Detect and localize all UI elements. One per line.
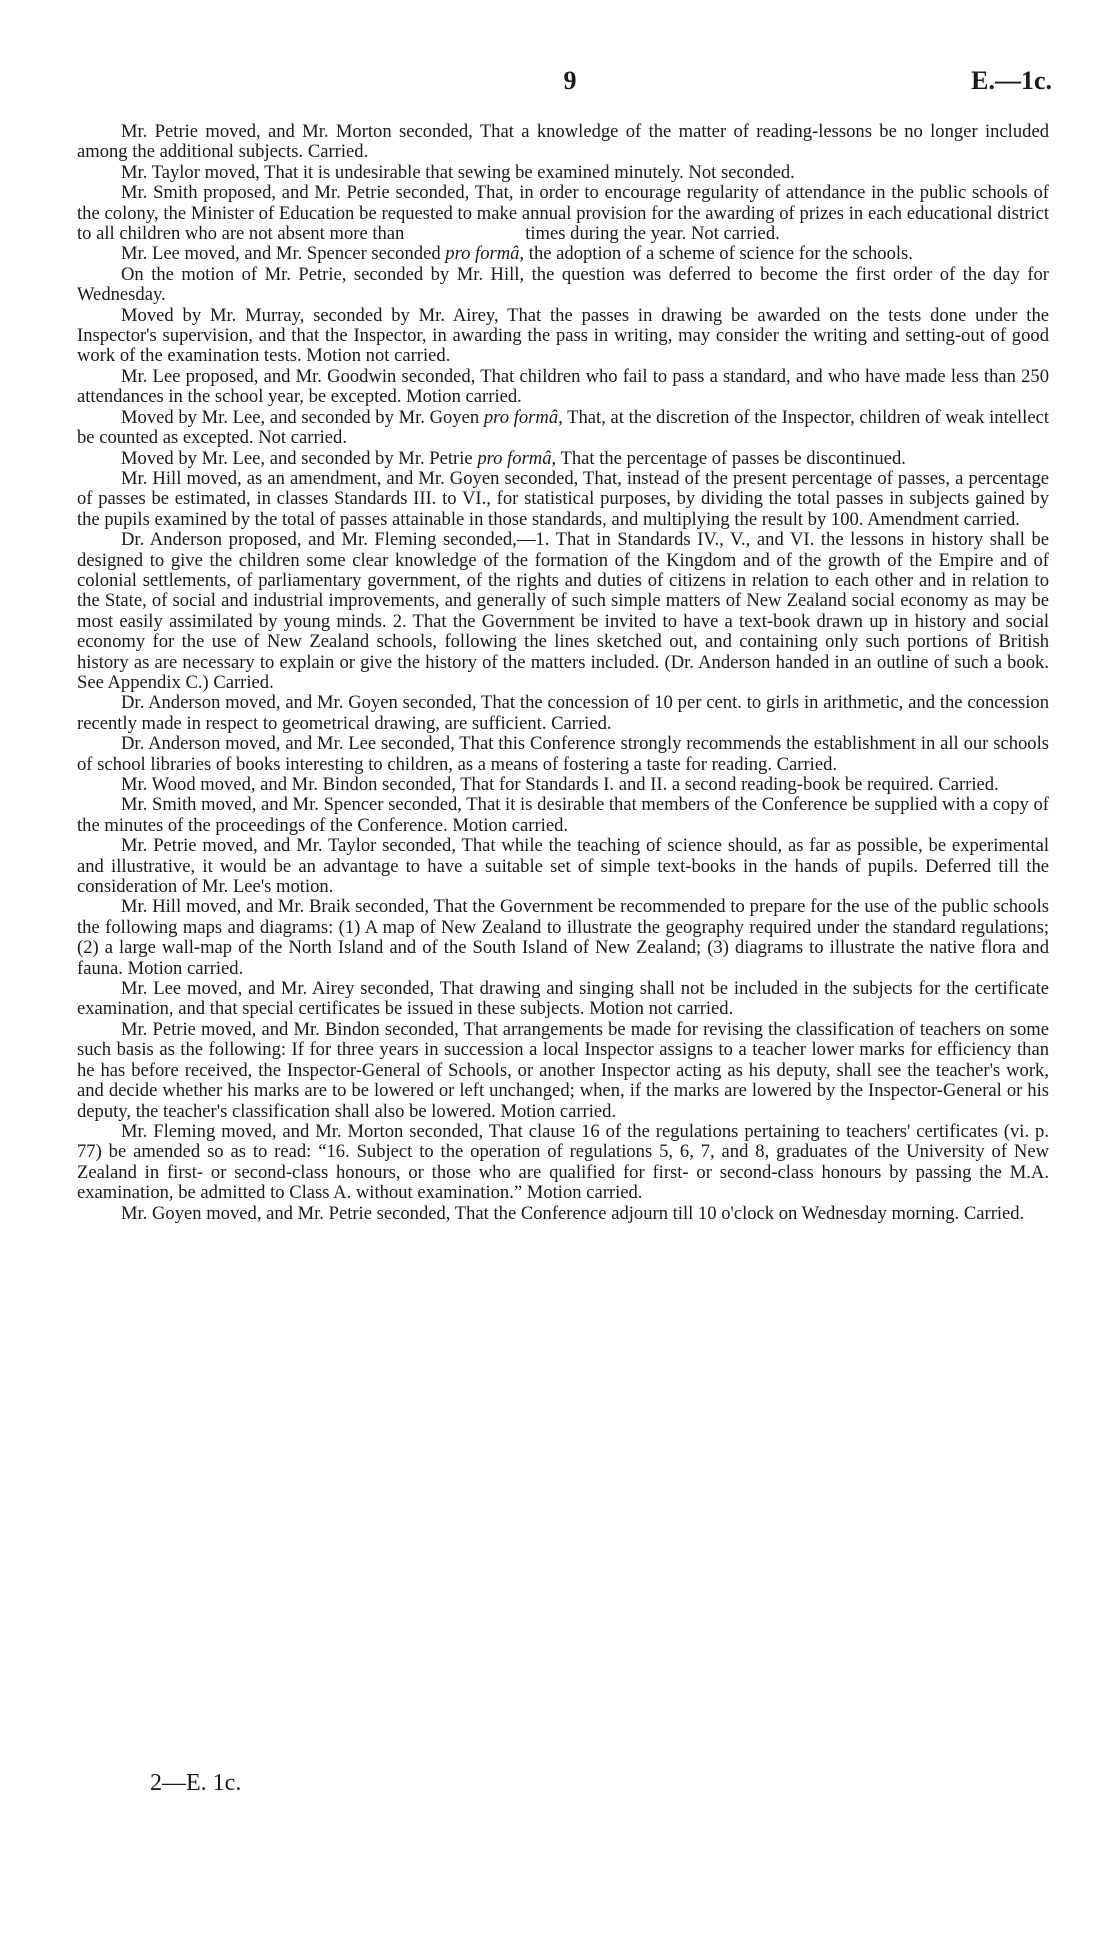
paragraph: Mr. Lee moved, and Mr. Airey seconded, That drawing and singing shall not be included in the subjects for the certificate examination, and that special certificates be issued in these subjects. Motion not carried. xyxy=(77,978,1049,1020)
page-number: 9 xyxy=(563,66,577,95)
paragraph: Dr. Anderson moved, and Mr. Goyen seconded, That the concession of 10 per cent. to girls in arithmetic, and the concession recently made in respect to geometrical drawing, are sufficient. Carried. xyxy=(77,692,1049,734)
paragraph: Mr. Petrie moved, and Mr. Taylor seconded, That while the teaching of science should, as far as possible, be experimental and illustrative, it would be an advantage to have a suitable set of simple text-books in the hands of pupils. Deferred till the consideration of Mr. Lee's motion. xyxy=(77,835,1049,898)
latin-phrase: pro formâ xyxy=(477,447,552,469)
paragraph: Mr. Wood moved, and Mr. Bindon seconded, That for Standards I. and II. a second reading-book be required. Carried. xyxy=(121,774,999,795)
latin-phrase: pro formâ xyxy=(483,406,559,428)
page-header xyxy=(0,66,1114,106)
paragraph: Mr. Petrie moved, and Mr. Bindon seconded, That arrangements be made for revising the classification of teachers on some such basis as the following: If for three years in succession a local Inspector assigns to a teacher lower marks for efficiency than he has before received, the Inspector-General of Schools, or another Inspector acting as his deputy, shall see the teacher's work, and decide whether his marks are to be lowered or left unchanged; when, if the marks are lowered by the Inspector-General or his deputy, the teacher's classification shall also be lowered. Motion carried. xyxy=(77,1018,1049,1122)
signature-reference: 2—E. 1c. xyxy=(150,1770,242,1796)
paragraph: Mr. Smith proposed, and Mr. Petrie seconded, That, in order to encourage regularity of attendance in the public schools of the colony, the Minister of Education be requested to make annual provision for the awarding of prizes in each educational district to all children who are not absent more than times during the year. Not carried. xyxy=(77,182,1054,245)
paragraph: Mr. Fleming moved, and Mr. Morton seconded, That clause 16 of the regulations pertaining to teachers' certificates (vi. p. 77) be amended so as to read: “16. Subject to the operation of regulations 5, 6, 7, and 8, graduates of the University of New Zealand in first- or second-class honours, or those who are qualified for first- or second-class honours by passing the M.A. examination, be admitted to Class A. without examination.” Motion carried. xyxy=(77,1120,1049,1204)
paragraph: Mr. Lee moved, and Mr. Spencer seconded pro formâ, the adoption of a scheme of science for the schools. xyxy=(121,243,913,265)
paragraph: Dr. Anderson moved, and Mr. Lee seconded, That this Conference strongly recommends the establishment in all our schools of school libraries of books interesting to children, as a means of fostering a taste for reading. Carried. xyxy=(77,733,1049,775)
paragraph: On the motion of Mr. Petrie, seconded by Mr. Hill, the question was deferred to become the first order of the day for Wednesday. xyxy=(77,263,1049,306)
paragraph: Moved by Mr. Lee, and seconded by Mr. Goyen pro formâ, That, at the discretion of the Inspector, children of weak intellect be counted as excepted. Not carried. xyxy=(77,406,1050,449)
minutes-body xyxy=(77,121,1054,1224)
paragraph: Mr. Petrie moved, and Mr. Morton seconded, That a knowledge of the matter of reading-lessons be no longer included among the additional subjects. Carried. xyxy=(77,121,1049,163)
paragraph: Mr. Taylor moved, That it is undesirable that sewing be examined minutely. Not seconded. xyxy=(121,161,795,183)
paragraph: Moved by Mr. Murray, seconded by Mr. Airey, That the passes in drawing be awarded on the tests done under the Inspector's supervision, and that the Inspector, in awarding the pass in writing, may consider the writing and setting-out of good work of the examination tests. Motion not carried. xyxy=(77,304,1049,367)
paragraph: Mr. Lee proposed, and Mr. Goodwin seconded, That children who fail to pass a standard, and who have made less than 250 attendances in the school year, be excepted. Motion carried. xyxy=(77,365,1049,408)
latin-phrase: pro formâ xyxy=(445,243,520,265)
paragraph: Mr. Hill moved, and Mr. Braik seconded, That the Government be recommended to prepare for the use of the public schools the following maps and diagrams: (1) A map of New Zealand to illustrate the geography required under the standard regulations; (2) a large wall-map of the North Island and of the South Island of New Zealand; (3) diagrams to illustrate the native flora and fauna. Motion carried. xyxy=(77,896,1049,979)
paragraph: Mr. Smith moved, and Mr. Spencer seconded, That it is desirable that members of the Conference be supplied with a copy of the minutes of the proceedings of the Conference. Motion carried. xyxy=(77,794,1049,836)
paragraph: Mr. Goyen moved, and Mr. Petrie seconded, That the Conference adjourn till 10 o'clock on Wednesday morning. Carried. xyxy=(121,1202,1025,1224)
document-reference: E.—1c. xyxy=(971,66,1052,95)
paragraph: Moved by Mr. Lee, and seconded by Mr. Petrie pro formâ, That the percentage of passes be discontinued. xyxy=(121,447,906,469)
paragraph: Mr. Hill moved, as an amendment, and Mr. Goyen seconded, That, instead of the present percentage of passes, a percentage of passes be estimated, in classes Standards III. to VI., for statistical purposes, by dividing the total passes in subjects gained by the pupils examined by the total of passes attainable in those standards, and multiplying the result by 100. Amendment carried. xyxy=(77,467,1049,530)
paragraph: Dr. Anderson proposed, and Mr. Fleming seconded,—1. That in Standards IV., V., and VI. the lessons in history shall be designed to give the children some clear knowledge of the formation of the Kingdom and of the growth of the Empire and of colonial settlements, of parliamentary government, of the rights and duties of citizens in relation to each other and in relation to the State, of social and industrial improvements, and generally of such simple matters of New Zealand social economy as may be most easily assimilated by young minds. 2. That the Government be invited to have a text-book drawn up in history and social economy for the use of New Zealand schools, following the lines sketched out, and containing only such portions of British history as are necessary to explain or give the history of the matters included. (Dr. Anderson handed in an outline of such a book. See Appendix C.) Carried. xyxy=(77,529,1049,693)
